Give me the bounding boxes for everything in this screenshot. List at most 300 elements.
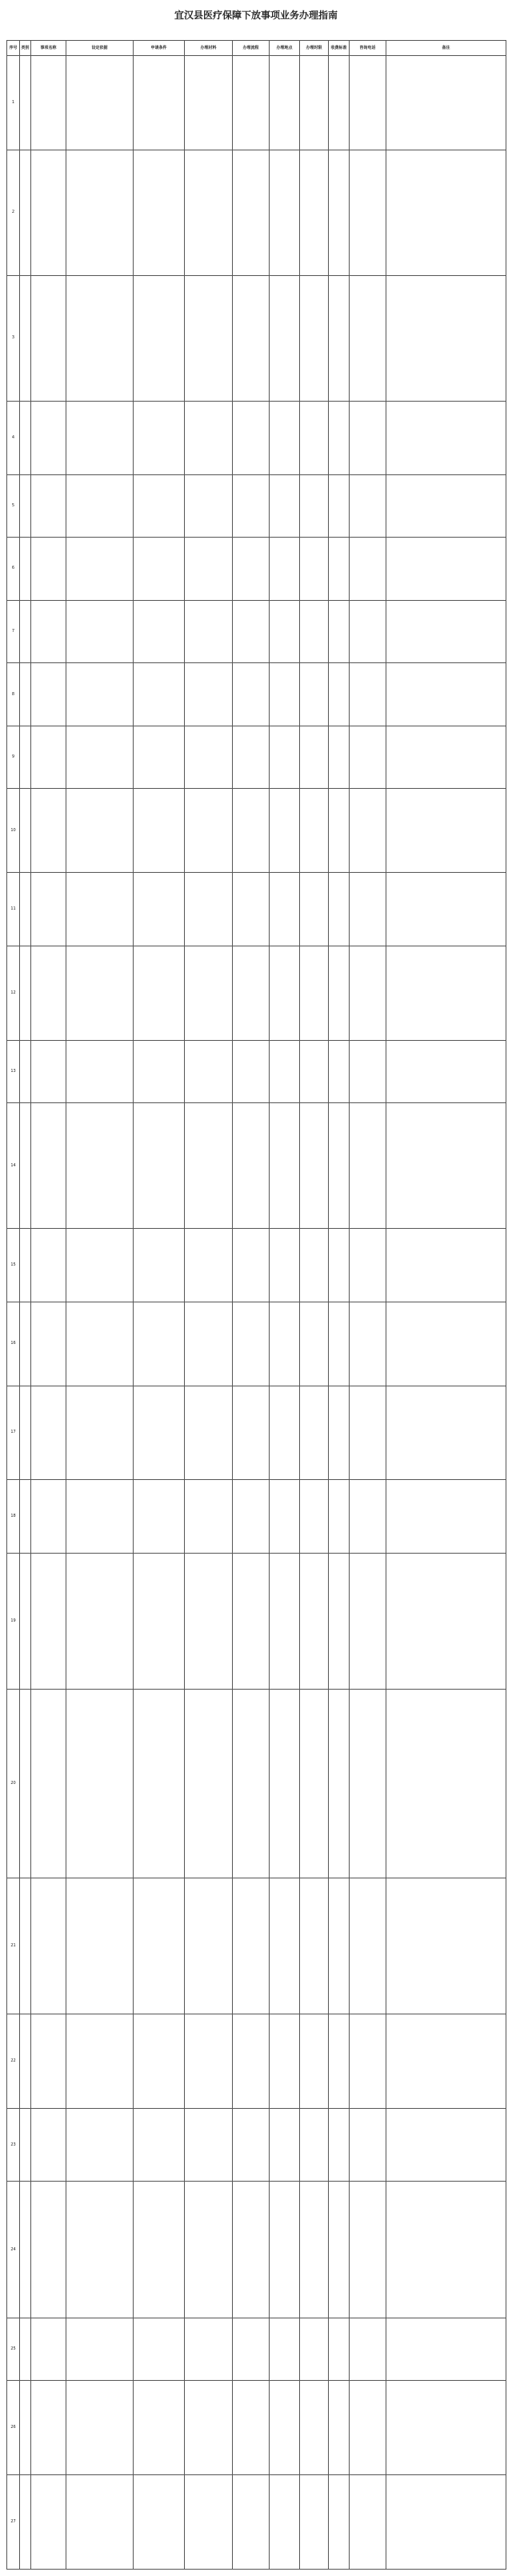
category-cell — [20, 538, 31, 601]
conditions-cell — [134, 1480, 185, 1554]
conditions-cell — [134, 402, 185, 475]
category-cell — [20, 2182, 31, 2318]
row-number: 15 — [7, 1229, 20, 1302]
category-cell — [20, 1386, 31, 1480]
fee-cell — [329, 474, 350, 538]
process-cell — [233, 663, 270, 726]
notes-cell — [386, 1040, 506, 1103]
conditions-cell — [134, 789, 185, 873]
table-row — [7, 1878, 506, 2014]
materials-cell — [185, 1302, 233, 1386]
col-header-notes: 备注 — [386, 41, 506, 56]
conditions-cell — [134, 946, 185, 1040]
item-cell — [31, 1690, 66, 1878]
place-cell — [270, 946, 300, 1040]
notes-cell — [386, 2108, 506, 2182]
fee-cell — [329, 2475, 350, 2570]
materials-cell — [185, 873, 233, 946]
row-number: 22 — [7, 2014, 20, 2109]
process-cell — [233, 2182, 270, 2318]
materials-cell — [185, 2014, 233, 2109]
table-row — [7, 789, 506, 873]
row-number: 16 — [7, 1302, 20, 1386]
basis-cell — [66, 538, 134, 601]
place-cell — [270, 1103, 300, 1229]
category-cell — [20, 1040, 31, 1103]
phone-cell — [350, 1386, 386, 1480]
time-cell — [300, 1480, 329, 1554]
basis-cell — [66, 789, 134, 873]
fee-cell — [329, 1554, 350, 1690]
category-cell — [20, 56, 31, 150]
category-cell — [20, 600, 31, 663]
materials-cell — [185, 1878, 233, 2014]
process-cell — [233, 2108, 270, 2182]
row-number: 25 — [7, 2318, 20, 2381]
time-cell — [300, 1040, 329, 1103]
table-row — [7, 1229, 506, 1302]
basis-cell — [66, 726, 134, 789]
item-cell — [31, 1040, 66, 1103]
basis-cell — [66, 2381, 134, 2475]
time-cell — [300, 726, 329, 789]
category-cell — [20, 275, 31, 401]
guide-table — [6, 40, 506, 2570]
row-number: 21 — [7, 1878, 20, 2014]
conditions-cell — [134, 2475, 185, 2570]
table-row — [7, 275, 506, 401]
place-cell — [270, 1229, 300, 1302]
place-cell — [270, 873, 300, 946]
time-cell — [300, 789, 329, 873]
conditions-cell — [134, 150, 185, 275]
fee-cell — [329, 2108, 350, 2182]
time-cell — [300, 2014, 329, 2109]
process-cell — [233, 275, 270, 401]
process-cell — [233, 873, 270, 946]
phone-cell — [350, 946, 386, 1040]
basis-cell — [66, 2014, 134, 2109]
time-cell — [300, 946, 329, 1040]
basis-cell — [66, 1302, 134, 1386]
phone-cell — [350, 2182, 386, 2318]
materials-cell — [185, 946, 233, 1040]
fee-cell — [329, 2182, 350, 2318]
materials-cell — [185, 2475, 233, 2570]
basis-cell — [66, 1480, 134, 1554]
table-body — [7, 56, 506, 2570]
place-cell — [270, 726, 300, 789]
materials-cell — [185, 1103, 233, 1229]
place-cell — [270, 2014, 300, 2109]
page-title: 宜汉县医疗保障下放事项业务办理指南 — [174, 10, 338, 21]
process-cell — [233, 1103, 270, 1229]
item-cell — [31, 1554, 66, 1690]
process-cell — [233, 1386, 270, 1480]
item-cell — [31, 946, 66, 1040]
process-cell — [233, 402, 270, 475]
item-cell — [31, 1229, 66, 1302]
category-cell — [20, 1878, 31, 2014]
notes-cell — [386, 2475, 506, 2570]
time-cell — [300, 1302, 329, 1386]
process-cell — [233, 2475, 270, 2570]
time-cell — [300, 474, 329, 538]
item-cell — [31, 1302, 66, 1386]
process-cell — [233, 2318, 270, 2381]
row-number: 24 — [7, 2182, 20, 2318]
table-row — [7, 663, 506, 726]
item-cell — [31, 1386, 66, 1480]
fee-cell — [329, 2381, 350, 2475]
table-row — [7, 150, 506, 275]
time-cell — [300, 1554, 329, 1690]
process-cell — [233, 2381, 270, 2475]
fee-cell — [329, 600, 350, 663]
phone-cell — [350, 275, 386, 401]
col-header-item: 事项名称 — [31, 41, 66, 56]
materials-cell — [185, 726, 233, 789]
basis-cell — [66, 2475, 134, 2570]
table-row — [7, 1103, 506, 1229]
materials-cell — [185, 402, 233, 475]
table-row — [7, 2318, 506, 2381]
conditions-cell — [134, 2318, 185, 2381]
basis-cell — [66, 873, 134, 946]
phone-cell — [350, 1040, 386, 1103]
basis-cell — [66, 474, 134, 538]
materials-cell — [185, 1554, 233, 1690]
item-cell — [31, 2182, 66, 2318]
phone-cell — [350, 402, 386, 475]
phone-cell — [350, 1480, 386, 1554]
phone-cell — [350, 873, 386, 946]
phone-cell — [350, 2475, 386, 2570]
fee-cell — [329, 1690, 350, 1878]
table-row — [7, 600, 506, 663]
item-cell — [31, 663, 66, 726]
place-cell — [270, 150, 300, 275]
table-row — [7, 726, 506, 789]
row-number: 6 — [7, 538, 20, 601]
phone-cell — [350, 150, 386, 275]
fee-cell — [329, 946, 350, 1040]
category-cell — [20, 1103, 31, 1229]
row-number: 14 — [7, 1103, 20, 1229]
notes-cell — [386, 2381, 506, 2475]
item-cell — [31, 2108, 66, 2182]
phone-cell — [350, 1229, 386, 1302]
time-cell — [300, 1690, 329, 1878]
conditions-cell — [134, 1386, 185, 1480]
row-number: 5 — [7, 474, 20, 538]
place-cell — [270, 1878, 300, 2014]
process-cell — [233, 2014, 270, 2109]
category-cell — [20, 1690, 31, 1878]
category-cell — [20, 1229, 31, 1302]
table-row — [7, 2381, 506, 2475]
row-number: 12 — [7, 946, 20, 1040]
fee-cell — [329, 1878, 350, 2014]
materials-cell — [185, 2381, 233, 2475]
process-cell — [233, 1554, 270, 1690]
basis-cell — [66, 2108, 134, 2182]
category-cell — [20, 2108, 31, 2182]
place-cell — [270, 275, 300, 401]
category-cell — [20, 2475, 31, 2570]
category-cell — [20, 946, 31, 1040]
conditions-cell — [134, 1554, 185, 1690]
conditions-cell — [134, 1302, 185, 1386]
place-cell — [270, 2108, 300, 2182]
materials-cell — [185, 663, 233, 726]
materials-cell — [185, 474, 233, 538]
basis-cell — [66, 2182, 134, 2318]
table-row — [7, 1480, 506, 1554]
basis-cell — [66, 946, 134, 1040]
table-row — [7, 1690, 506, 1878]
place-cell — [270, 663, 300, 726]
notes-cell — [386, 1386, 506, 1480]
table-row — [7, 56, 506, 150]
notes-cell — [386, 873, 506, 946]
place-cell — [270, 2318, 300, 2381]
notes-cell — [386, 56, 506, 150]
category-cell — [20, 1302, 31, 1386]
process-cell — [233, 1480, 270, 1554]
time-cell — [300, 2182, 329, 2318]
process-cell — [233, 56, 270, 150]
col-header-category: 类别 — [20, 41, 31, 56]
notes-cell — [386, 946, 506, 1040]
row-number: 13 — [7, 1040, 20, 1103]
process-cell — [233, 150, 270, 275]
process-cell — [233, 1229, 270, 1302]
basis-cell — [66, 1103, 134, 1229]
materials-cell — [185, 1229, 233, 1302]
process-cell — [233, 1040, 270, 1103]
basis-cell — [66, 600, 134, 663]
conditions-cell — [134, 726, 185, 789]
row-number: 4 — [7, 402, 20, 475]
notes-cell — [386, 474, 506, 538]
item-cell — [31, 1878, 66, 2014]
table-row — [7, 474, 506, 538]
category-cell — [20, 474, 31, 538]
row-number: 2 — [7, 150, 20, 275]
phone-cell — [350, 663, 386, 726]
category-cell — [20, 663, 31, 726]
phone-cell — [350, 1554, 386, 1690]
conditions-cell — [134, 538, 185, 601]
phone-cell — [350, 2014, 386, 2109]
table-row — [7, 946, 506, 1040]
place-cell — [270, 2182, 300, 2318]
table-row — [7, 1386, 506, 1480]
category-cell — [20, 402, 31, 475]
fee-cell — [329, 1103, 350, 1229]
phone-cell — [350, 2318, 386, 2381]
item-cell — [31, 474, 66, 538]
place-cell — [270, 1386, 300, 1480]
table-row — [7, 1554, 506, 1690]
basis-cell — [66, 663, 134, 726]
row-number: 26 — [7, 2381, 20, 2475]
notes-cell — [386, 1229, 506, 1302]
materials-cell — [185, 150, 233, 275]
row-number: 23 — [7, 2108, 20, 2182]
materials-cell — [185, 538, 233, 601]
header-row — [7, 41, 506, 56]
conditions-cell — [134, 600, 185, 663]
phone-cell — [350, 1690, 386, 1878]
notes-cell — [386, 1878, 506, 2014]
place-cell — [270, 1302, 300, 1386]
notes-cell — [386, 2014, 506, 2109]
phone-cell — [350, 1302, 386, 1386]
notes-cell — [386, 726, 506, 789]
phone-cell — [350, 789, 386, 873]
item-cell — [31, 873, 66, 946]
item-cell — [31, 2318, 66, 2381]
basis-cell — [66, 1040, 134, 1103]
row-number: 17 — [7, 1386, 20, 1480]
place-cell — [270, 2381, 300, 2475]
col-header-phone: 咨询电话 — [350, 41, 386, 56]
conditions-cell — [134, 1229, 185, 1302]
materials-cell — [185, 1386, 233, 1480]
phone-cell — [350, 56, 386, 150]
notes-cell — [386, 789, 506, 873]
fee-cell — [329, 1386, 350, 1480]
item-cell — [31, 2381, 66, 2475]
basis-cell — [66, 1554, 134, 1690]
fee-cell — [329, 1302, 350, 1386]
notes-cell — [386, 1480, 506, 1554]
conditions-cell — [134, 1690, 185, 1878]
conditions-cell — [134, 663, 185, 726]
notes-cell — [386, 2318, 506, 2381]
conditions-cell — [134, 1040, 185, 1103]
col-header-process: 办理流程 — [233, 41, 270, 56]
item-cell — [31, 275, 66, 401]
fee-cell — [329, 538, 350, 601]
row-number: 11 — [7, 873, 20, 946]
category-cell — [20, 2014, 31, 2109]
time-cell — [300, 275, 329, 401]
fee-cell — [329, 56, 350, 150]
col-header-place: 办理地点 — [270, 41, 300, 56]
row-number: 18 — [7, 1480, 20, 1554]
notes-cell — [386, 1302, 506, 1386]
time-cell — [300, 2381, 329, 2475]
materials-cell — [185, 2108, 233, 2182]
basis-cell — [66, 1386, 134, 1480]
notes-cell — [386, 663, 506, 726]
notes-cell — [386, 402, 506, 475]
conditions-cell — [134, 275, 185, 401]
conditions-cell — [134, 2381, 185, 2475]
item-cell — [31, 2475, 66, 2570]
row-number: 7 — [7, 600, 20, 663]
time-cell — [300, 2475, 329, 2570]
fee-cell — [329, 663, 350, 726]
phone-cell — [350, 1878, 386, 2014]
fee-cell — [329, 150, 350, 275]
notes-cell — [386, 275, 506, 401]
materials-cell — [185, 600, 233, 663]
time-cell — [300, 538, 329, 601]
table-row — [7, 2108, 506, 2182]
fee-cell — [329, 402, 350, 475]
time-cell — [300, 150, 329, 275]
place-cell — [270, 402, 300, 475]
phone-cell — [350, 2381, 386, 2475]
conditions-cell — [134, 1878, 185, 2014]
place-cell — [270, 1480, 300, 1554]
time-cell — [300, 1878, 329, 2014]
process-cell — [233, 474, 270, 538]
phone-cell — [350, 1103, 386, 1229]
basis-cell — [66, 1229, 134, 1302]
row-number: 3 — [7, 275, 20, 401]
row-number: 19 — [7, 1554, 20, 1690]
basis-cell — [66, 1690, 134, 1878]
table-row — [7, 1302, 506, 1386]
fee-cell — [329, 726, 350, 789]
category-cell — [20, 1480, 31, 1554]
fee-cell — [329, 2014, 350, 2109]
table-row — [7, 1040, 506, 1103]
process-cell — [233, 600, 270, 663]
fee-cell — [329, 873, 350, 946]
conditions-cell — [134, 1103, 185, 1229]
category-cell — [20, 873, 31, 946]
item-cell — [31, 56, 66, 150]
basis-cell — [66, 150, 134, 275]
item-cell — [31, 2014, 66, 2109]
time-cell — [300, 663, 329, 726]
item-cell — [31, 1103, 66, 1229]
notes-cell — [386, 1554, 506, 1690]
item-cell — [31, 538, 66, 601]
process-cell — [233, 1878, 270, 2014]
place-cell — [270, 1690, 300, 1878]
conditions-cell — [134, 2182, 185, 2318]
category-cell — [20, 150, 31, 275]
materials-cell — [185, 275, 233, 401]
time-cell — [300, 1229, 329, 1302]
basis-cell — [66, 275, 134, 401]
place-cell — [270, 789, 300, 873]
fee-cell — [329, 789, 350, 873]
phone-cell — [350, 2108, 386, 2182]
col-header-basis: 设定依据 — [66, 41, 134, 56]
row-number: 20 — [7, 1690, 20, 1878]
time-cell — [300, 1103, 329, 1229]
phone-cell — [350, 600, 386, 663]
conditions-cell — [134, 56, 185, 150]
basis-cell — [66, 56, 134, 150]
category-cell — [20, 2318, 31, 2381]
time-cell — [300, 56, 329, 150]
col-header-materials: 办理材料 — [185, 41, 233, 56]
item-cell — [31, 402, 66, 475]
materials-cell — [185, 1690, 233, 1878]
item-cell — [31, 789, 66, 873]
materials-cell — [185, 789, 233, 873]
process-cell — [233, 946, 270, 1040]
